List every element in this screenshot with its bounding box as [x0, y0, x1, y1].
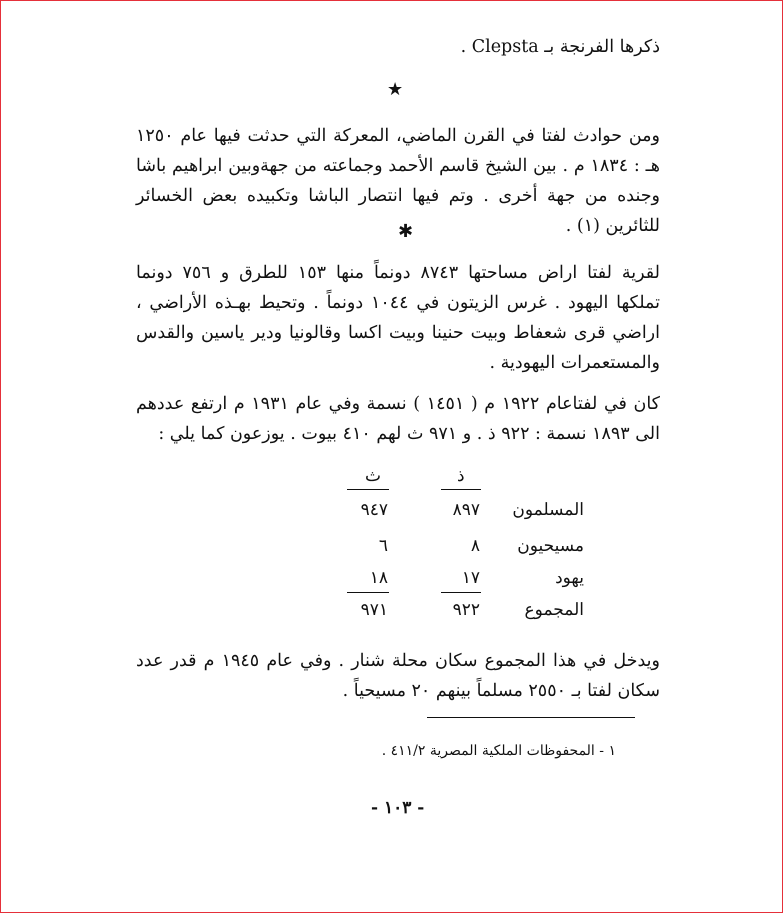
total-label: المجموع: [524, 600, 584, 620]
header-male: ذ: [457, 466, 465, 486]
header-rule-male: [441, 489, 481, 490]
footnote-separator: [427, 717, 635, 718]
header-female: ث: [365, 466, 382, 486]
total-female: ٩٧١: [360, 600, 388, 620]
row-label: مسيحيون: [517, 536, 584, 556]
row-female: ٦: [378, 536, 388, 556]
row-label: يهود: [555, 568, 584, 588]
row-male: ١٧: [461, 568, 480, 588]
row-male: ٨٩٧: [452, 500, 480, 520]
row-male: ٨: [470, 536, 480, 556]
header-rule-female: [347, 489, 389, 490]
paragraph-battle: ومن حوادث لفتا في القرن الماضي، المعركة التي حدثت فيها عام ١٢٥٠ هـ : ١٨٣٤ م . بين الشيخ قاسم الأحمد وجماعته من جهةوبين ابراهيم باشا وجنده من جهة أخرى . وتم فيها انتصار الباشا وتكبيده بعض الخسائر للثائرين (١) .: [136, 126, 660, 236]
section-star-1: ★: [387, 79, 404, 100]
paragraph-shanar: ويدخل في هذا المجموع سكان محلة شنار . وفي عام ١٩٤٥ م قدر عدد سكان لفتا بـ ٢٥٥٠ مسلماً بينهم ٢٠ مسيحياً .: [136, 651, 660, 701]
row-female: ١٨: [369, 568, 388, 588]
total-rule-female: [347, 592, 389, 593]
total-rule-male: [441, 592, 481, 593]
row-label: المسلمون: [512, 500, 584, 520]
footnote: ١ - المحفوظات الملكية المصرية ٤١١/٢ .: [381, 743, 616, 759]
total-male: ٩٢٢: [452, 600, 480, 620]
page-number: - ١٠٣ -: [371, 798, 425, 818]
row-female: ٩٤٧: [360, 500, 388, 520]
top-line: ذكرها الفرنجة بـ Clepsta .: [460, 37, 660, 57]
paragraph-lands: لقرية لفتا اراض مساحتها ٨٧٤٣ دونماً منها ١٥٣ للطرق و ٧٥٦ دونما تملكها اليهود . غرس الزيتون في ١٠٤٤ دونماً . وتحيط بهـذه الأراضي ، اراضي قرى شعفاط وبيت حنينا وبيت اكسا وقالونيا ودير ياسين والقدس والمستعمرات اليهودية .: [136, 263, 660, 373]
paragraph-population: كان في لفتاعام ١٩٢٢ م ( ١٤٥١ ) نسمة وفي عام ١٩٣١ م ارتفع عددهم الى ١٨٩٣ نسمة : ٩٢٢ ذ . و ٩٧١ ث لهم ٤١٠ بيوت . يوزعون كما يلي :: [136, 394, 660, 444]
section-star-2: ✱: [398, 221, 414, 242]
